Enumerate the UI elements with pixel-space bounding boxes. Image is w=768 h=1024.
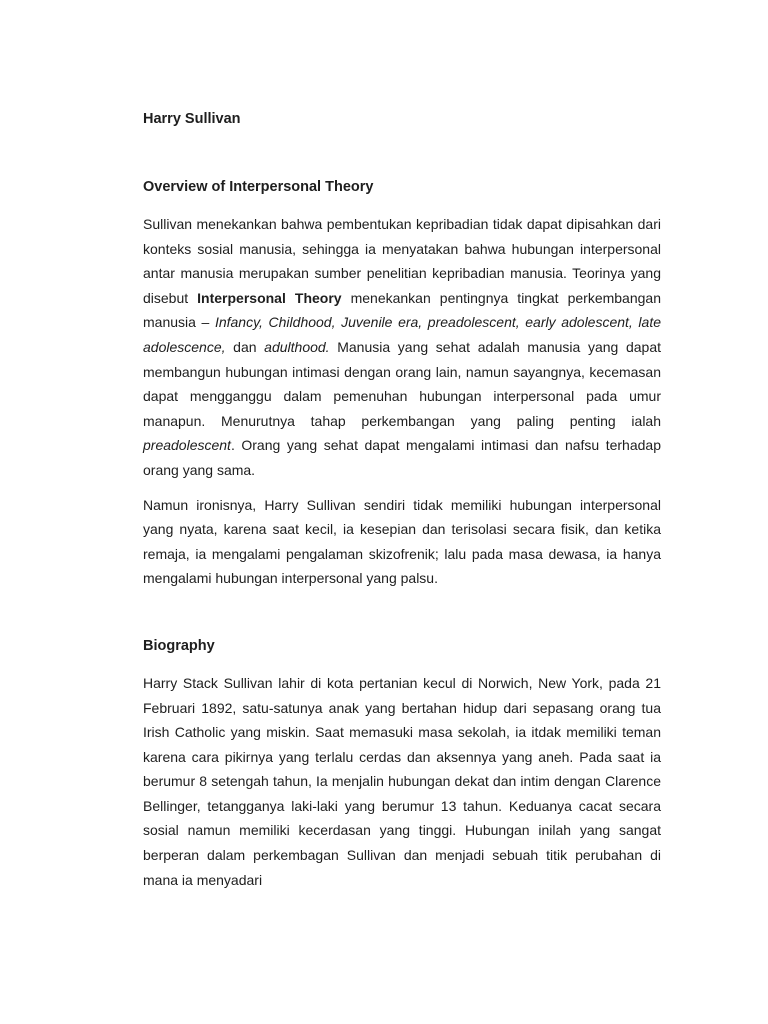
italic-stage-list: Infancy, Childhood, Juvenile era, preadolescent, early adolescent, late adolescence, [143, 314, 661, 355]
overview-paragraph-2: Namun ironisnya, Harry Sullivan sendiri tidak memiliki hubungan interpersonal yang nyata, karena saat kecil, ia kesepian dan terisolasi secara fisik, dan ketika remaja, ia mengalami pengalaman skizofrenik; lalu pada masa dewasa, ia hanya mengalami hubungan interpersonal yang palsu. [143, 496, 661, 587]
overview-paragraph-1 [143, 212, 661, 483]
biography-paragraph-1: Harry Stack Sullivan lahir di kota pertanian kecul di Norwich, New York, pada 21 Februari 1892, satu-satunya anak yang bertahan hidup dari sepasang orang tua Irish Catholic yang miskin. Saat memasuki masa sekolah, ia itdak memiliki teman karena cara pikirnya yang terlalu cerdas dan aksennya yang aneh. Pada saat ia berumur 8 setengah tahun, Ia menjalin hubungan dekat dan intim dengan Clarence Bellinger, tetangganya laki-laki yang berumur 13 tahun. Keduanya cacat secara sosial namun memiliki kecerdasan yang tinggi. Hubungan inilah yang sangat berperan dalam perkembagan Sullivan dan menjadi sebuah titik perubahan di mana ia menyadari [143, 674, 661, 888]
text-span: Sullivan menekankan bahwa pembentukan kepribadian tidak dapat dipisahkan dari konteks sosial manusia, sehingga ia menyatakan bahwa hubungan interpersonal antar manusia merupakan sumber penelitian kepribadian manusia. Teorinya yang disebut [143, 216, 661, 306]
text-span: . Orang yang sehat dapat mengalami intimasi dan nafsu terhadap orang yang sama. [143, 437, 661, 478]
biography-heading: Biography [143, 637, 215, 654]
italic-preadolescent: preadolescent [143, 437, 231, 454]
text-span: dan [225, 338, 265, 355]
text-span: menekankan pentingnya tingkat perkembangan manusia – [143, 289, 661, 331]
text-span: Manusia yang sehat adalah manusia yang dapat membangun hubungan intimasi dengan orang lain, namun sayangnya, kecemasan dapat mengganggu dalam pemenuhan hubungan interpersonal pada umur manapun. Menurutnya tahap perkembangan yang paling penting ialah [143, 338, 661, 429]
document-title: Harry Sullivan [143, 111, 241, 127]
document-content [143, 108, 661, 902]
bold-term-interpersonal-theory: Interpersonal Theory [197, 289, 342, 306]
overview-heading: Overview of Interpersonal Theory [143, 179, 374, 195]
italic-adulthood: adulthood. [264, 338, 330, 355]
